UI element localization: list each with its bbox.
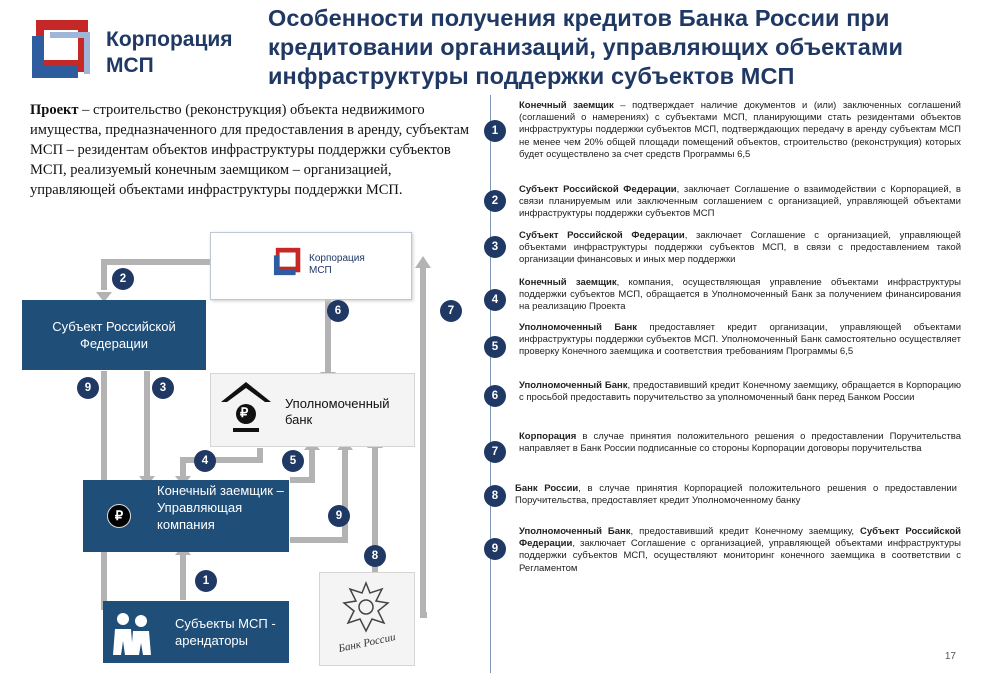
msp-box [103, 601, 289, 663]
logo-line1: Корпорация [106, 28, 233, 51]
step-text-1: Конечный заемщик – подтверждает наличие документов и (или) заключенных соглашений (соглашений о намерениях) с субъектами МСП, планирующими стать резидентами объектов инфраструктуры поддержки субъектов МСП, подтверждающих передачу в аренду субъектам МСП не менее чем 20% общей площади помещений объектов, строительство (реконструкция) которых будет осуществлено за счет средств Программы 6,5 [519, 100, 961, 160]
bank-russia-label: Банк России [337, 631, 397, 655]
borrower-box [83, 480, 289, 552]
step-num-1: 1 [484, 120, 506, 142]
subject-rf-label: Субъект Российской Федерации [52, 319, 176, 351]
step-text-4: Конечный заемщик, компания, осуществляющая управление объектами инфраструктуры поддержки субъектов МСП, обращается в Уполномоченный Банк за получением финансирования на реализацию Проекта [519, 277, 961, 313]
auth-bank-ruble: ₽ [240, 405, 249, 420]
page-title: Особенности получения кредитов Банка России при кредитовании организаций, управляющих объектами инфраструктуры поддержки субъектов МСП [268, 5, 904, 89]
step-num-2: 2 [484, 190, 506, 212]
auth-bank-box [210, 373, 415, 447]
step-actor-2: Субъект Российской Федерации [519, 184, 677, 195]
eagle-emblem-icon [336, 579, 396, 635]
corp-box-logo-icon [273, 245, 305, 277]
step-actor-7: Корпорация [519, 431, 577, 442]
diagram-step-5: 5 [282, 450, 304, 472]
bank-russia-box [319, 572, 415, 666]
step-text-7: Корпорация в случае принятия положительного решения о предоставлении Поручительства направляет в Банк России подписанные со стороны Корпорации договоры поручительства [519, 431, 961, 455]
corp-box [210, 232, 412, 300]
subject-rf-box [22, 300, 206, 370]
step-text-5: Уполномоченный Банк предоставляет кредит организации, управляющей объектами инфраструктуры поддержки субъектов МСП. Уполномоченный Банк самостоятельно осуществляет проверку Конечного заемщика и соответствия требованиям Программы 6,5 [519, 322, 962, 358]
diagram-step-2: 2 [112, 268, 134, 290]
arrow-7 [423, 262, 427, 615]
step-text-8: Банк России, в случае принятия Корпорацией положительного решения о предоставлении Поручительства, предоставляет кредит Уполномоченному банку [515, 483, 957, 507]
step-actor-9a: Уполномоченный Банк [519, 526, 631, 537]
borrower-coin-icon: ₽ [107, 504, 131, 528]
borrower-label: Конечный заемщик – Управляющая компания [157, 483, 284, 532]
step-num-4: 4 [484, 289, 506, 311]
diagram-step-7: 7 [440, 300, 462, 322]
step-num-6: 6 [484, 385, 506, 407]
diagram-step-3: 3 [152, 377, 174, 399]
logo-line2: МСП [106, 54, 154, 77]
diagram-step-1: 1 [195, 570, 217, 592]
corp-box-line1: Корпорация [309, 253, 365, 264]
msp-label: Субъекты МСП - арендаторы [175, 616, 276, 648]
step-actor-8: Банк России [515, 483, 579, 494]
corp-box-line2: МСП [309, 265, 332, 276]
step-actor-1: Конечный заемщик [519, 100, 614, 111]
step-actor-5: Уполномоченный Банк [519, 322, 638, 333]
step-num-9: 9 [484, 538, 506, 560]
diagram-step-6: 6 [327, 300, 349, 322]
project-description: – строительство (реконструкция) объекта недвижимого имущества, предназначенного для предоставления в аренду, субъектам МСП – резидентам объектов инфраструктуры поддержки субъектов МСП, реализуемый конечным заемщиком – организацией, управляющей объектами инфраструктуры поддержки МСП. [30, 102, 470, 198]
step-actor-3: Субъект Российской Федерации [519, 230, 685, 241]
step-actor-9b: Субъект Российской Федерации [519, 526, 961, 550]
step-actor-4: Конечный заемщик [519, 277, 617, 288]
diagram-step-9b: 9 [328, 505, 350, 527]
diagram-step-9a: 9 [77, 377, 99, 399]
step-text-6: Уполномоченный Банк, предоставивший кредит Конечному заемщику, обращается в Корпорацию с просьбой предоставить поручительство за уполномоченный банк перед Банком России [519, 380, 961, 404]
project-term: Проект [30, 102, 79, 118]
auth-bank-label: Уполномоченный банк [285, 396, 390, 427]
diagram-step-4: 4 [194, 450, 216, 472]
step-num-8: 8 [484, 485, 506, 507]
step-num-3: 3 [484, 236, 506, 258]
people-icon [107, 607, 159, 657]
step-actor-6: Уполномоченный Банк [519, 380, 628, 391]
divider-line [490, 95, 491, 673]
step-num-7: 7 [484, 441, 506, 463]
diagram-step-8: 8 [364, 545, 386, 567]
step-text-2: Субъект Российской Федерации, заключает Соглашение о взаимодействии с Корпорацией, в связи планируемым или заключенным соглашением с организацией, управляющей объектами инфраструктуры поддержки субъектов МСП [519, 184, 961, 220]
step-text-9: Уполномоченный Банк, предоставивший кредит Конечному заемщику, Субъект Российской Федерации, заключает Соглашение с организацией, управляющей объектами инфраструктуры поддержки субъектов МСП, осуществляют мониторинг конечного заемщика в соответствии с Регламентом [519, 526, 961, 574]
page-number: 17 [944, 651, 956, 662]
step-num-5: 5 [484, 336, 506, 358]
step-text-3: Субъект Российской Федерации, заключает Соглашение с организацией, управляющей объектами инфраструктуры поддержки субъектов МСП, в связи с предоставлением такой организации финансовых и иных мер поддержки [519, 230, 961, 266]
